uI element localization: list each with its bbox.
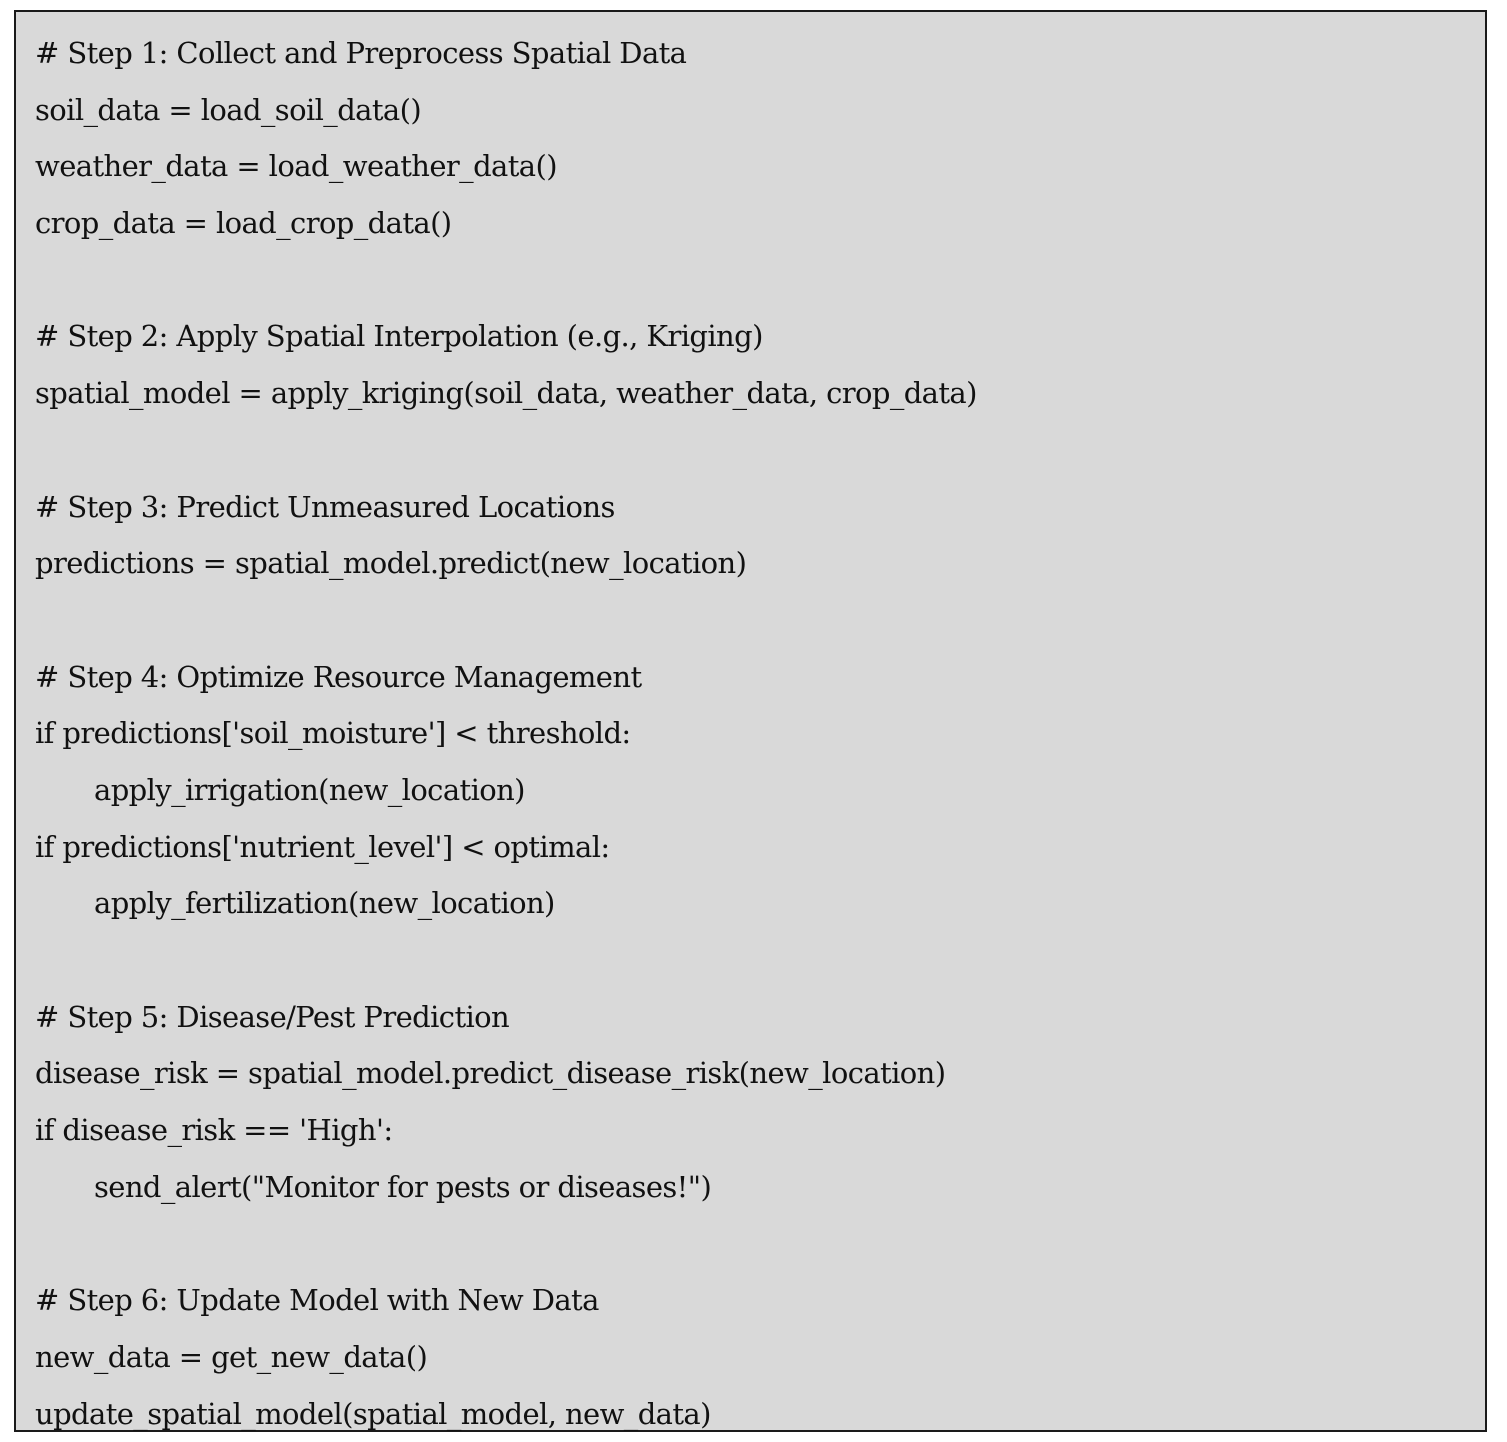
comment-step-3: # Step 3: Predict Unmeasured Locations — [35, 489, 615, 524]
comment-step-2: # Step 2: Apply Spatial Interpolation (e.g., Kriging) — [35, 319, 763, 354]
code-line-predictions: predictions = spatial_model.predict(new_location) — [35, 546, 747, 581]
comment-step-5: # Step 5: Disease/Pest Prediction — [35, 999, 510, 1034]
comment-step-6: # Step 6: Update Model with New Data — [35, 1283, 599, 1318]
code-line-disease-risk: disease_risk = spatial_model.predict_disease_risk(new_location) — [35, 1056, 946, 1091]
comment-step-1: # Step 1: Collect and Preprocess Spatial Data — [35, 36, 687, 70]
code-line-apply-irrigation: apply_irrigation(new_location) — [94, 772, 525, 807]
code-line-if-soil-moisture: if predictions['soil_moisture'] < threshold: — [35, 716, 631, 751]
code-line-crop-data: crop_data = load_crop_data() — [35, 206, 452, 241]
blank-line — [35, 932, 977, 989]
code-line-weather-data: weather_data = load_weather_data() — [35, 149, 557, 184]
blank-line — [35, 252, 977, 309]
code-line-send-alert: send_alert("Monitor for pests or diseases!") — [94, 1169, 712, 1204]
pseudocode-box — [14, 10, 1487, 1432]
code-line-update-model: update_spatial_model(spatial_model, new_data) — [35, 1396, 711, 1431]
code-line-if-nutrient-level: if predictions['nutrient_level'] < optimal: — [35, 829, 610, 864]
code-line-spatial-model: spatial_model = apply_kriging(soil_data, weather_data, crop_data) — [35, 376, 977, 411]
blank-line — [35, 592, 977, 649]
blank-line — [35, 1215, 977, 1272]
code-line-soil-data: soil_data = load_soil_data() — [35, 92, 422, 127]
code-line-new-data: new_data = get_new_data() — [35, 1339, 428, 1374]
code-line-if-disease-high: if disease_risk == 'High': — [35, 1113, 393, 1148]
comment-step-4: # Step 4: Optimize Resource Management — [35, 659, 642, 694]
code-lines — [35, 25, 977, 1442]
code-line-apply-fertilization: apply_fertilization(new_location) — [94, 886, 555, 921]
blank-line — [35, 422, 977, 479]
